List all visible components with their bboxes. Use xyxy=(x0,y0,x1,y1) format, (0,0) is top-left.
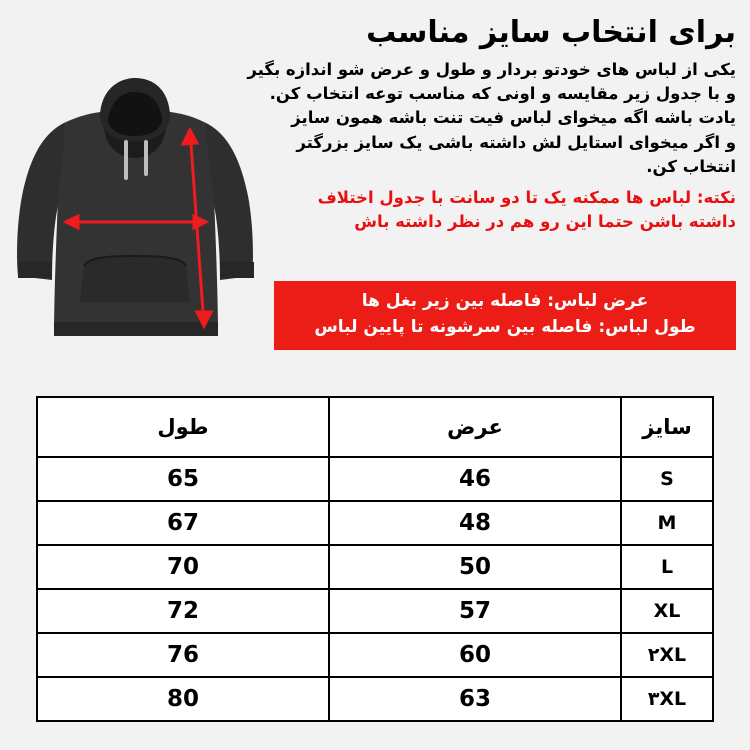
header-size: سایز xyxy=(621,397,713,457)
cell-size: L xyxy=(621,545,713,589)
cell-size: XL xyxy=(621,589,713,633)
header-width: عرض xyxy=(329,397,621,457)
table-row xyxy=(37,589,713,633)
intro-line-4: و اگر میخوای استایل لش داشته باشی یک سایز بزرگتر xyxy=(296,132,736,152)
intro-line-5: انتخاب کن. xyxy=(646,157,736,177)
cell-length: 76 xyxy=(37,633,329,677)
cell-length: 70 xyxy=(37,545,329,589)
cell-size: M xyxy=(621,501,713,545)
table-header-row xyxy=(37,397,713,457)
table-row xyxy=(37,501,713,545)
table-row xyxy=(37,633,713,677)
intro-line-1: یکی از لباس های خودتو بردار و طول و عرض شو اندازه بگیر xyxy=(247,59,736,79)
page-title: برای انتخاب سایز مناسب xyxy=(366,15,736,50)
cell-width: 48 xyxy=(329,501,621,545)
cell-length: 65 xyxy=(37,457,329,501)
intro-line-3: یادت باشه اگه میخوای لباس فیت تنت باشه همون سایز xyxy=(291,108,736,128)
table-body xyxy=(37,457,713,721)
cell-length: 80 xyxy=(37,677,329,721)
intro-line-2: و با جدول زیر مقایسه و اونی که مناسب توعه انتخاب کن. xyxy=(269,83,736,103)
table-row xyxy=(37,545,713,589)
size-table xyxy=(36,396,714,722)
cell-size: ۲XL xyxy=(621,633,713,677)
cell-size: S xyxy=(621,457,713,501)
table-row xyxy=(37,677,713,721)
cell-length: 67 xyxy=(37,501,329,545)
cell-width: 57 xyxy=(329,589,621,633)
note-line-2: داشته باشن حتما این رو هم در نظر داشته باش xyxy=(354,211,736,231)
table-header xyxy=(37,397,713,457)
definition-width: عرض لباس: فاصله بین زیر بغل ها xyxy=(361,291,649,311)
top-section xyxy=(0,0,750,370)
note-paragraph xyxy=(256,186,736,235)
cell-length: 72 xyxy=(37,589,329,633)
table-row xyxy=(37,457,713,501)
cell-width: 50 xyxy=(329,545,621,589)
cell-width: 46 xyxy=(329,457,621,501)
header-length: طول xyxy=(37,397,329,457)
measurement-definition-box xyxy=(274,281,736,350)
size-table-wrapper xyxy=(38,396,714,722)
cell-size: ۳XL xyxy=(621,677,713,721)
note-line-1: نکته: لباس ها ممکنه یک تا دو سانت با جدول اختلاف xyxy=(317,187,736,207)
cell-width: 63 xyxy=(329,677,621,721)
intro-paragraph xyxy=(247,58,736,180)
hoodie-illustration xyxy=(8,70,268,360)
cell-width: 60 xyxy=(329,633,621,677)
definition-length: طول لباس: فاصله بین سرشونه تا پایین لباس xyxy=(314,316,696,337)
guide-text-block xyxy=(247,14,736,234)
